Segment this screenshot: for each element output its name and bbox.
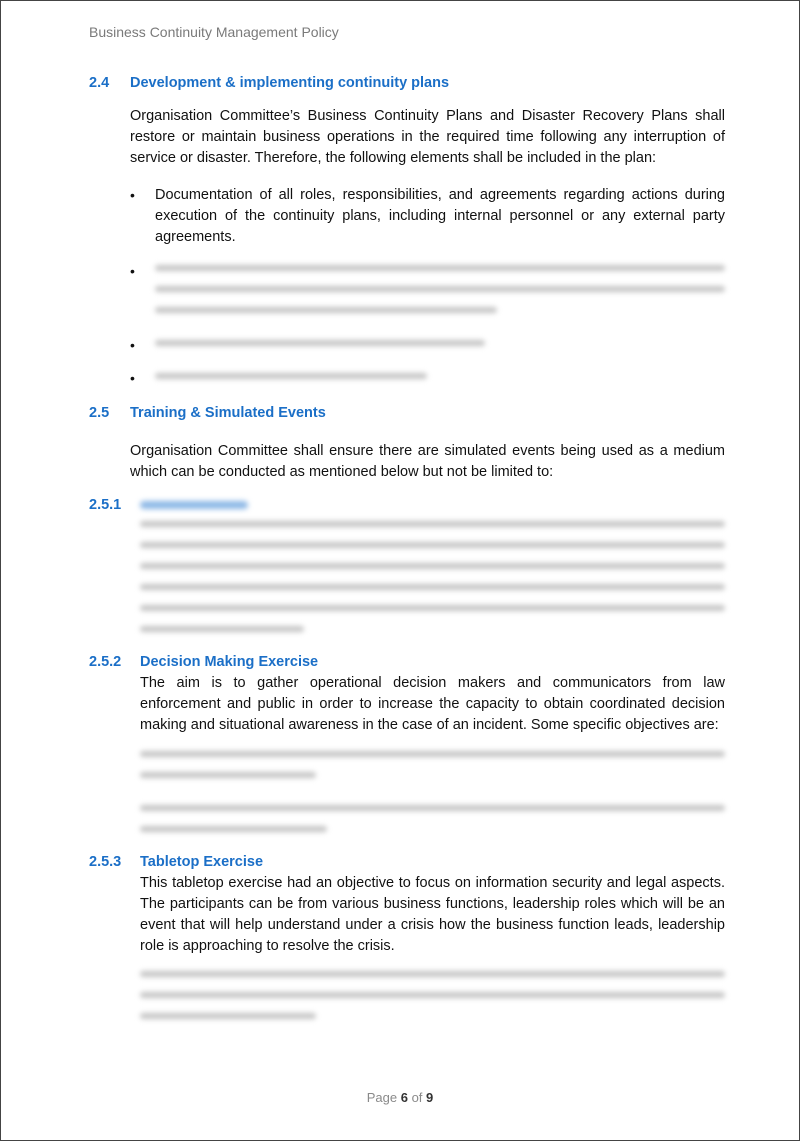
bullet-marker: • [130, 337, 135, 353]
section-2-5-2-body: The aim is to gather operational decision makers and communicators from law enforcement and public in order to increase the capacity to obtain coordinated decision making and situational awareness in the case of an incident. Some specific objectives are: [140, 675, 725, 733]
section-number: 2.5 [89, 405, 110, 421]
section-number: 2.5.1 [89, 497, 122, 513]
bullet-marker: • [130, 370, 135, 386]
current-page: 6 [400, 1090, 408, 1105]
page-label: Page [366, 1090, 398, 1105]
redacted-bullet-text [155, 373, 427, 394]
section-number: 2.5.3 [89, 854, 122, 870]
redacted-section-title [140, 501, 248, 509]
redacted-paragraph [140, 751, 725, 793]
section-title: Training & Simulated Events [130, 405, 326, 421]
section-title: Decision Making Exercise [140, 654, 319, 670]
page-number [1, 1090, 799, 1105]
bullet-marker: • [130, 263, 135, 279]
section-title: Development & implementing continuity plans [130, 75, 450, 91]
redacted-paragraph [140, 971, 725, 1034]
total-pages: 9 [426, 1090, 434, 1105]
section-2-5-3-body: This tabletop exercise had an objective to focus on information security and legal aspects. The participants can be from various business functions, leadership roles which will be an event that will help understand under a crisis how the business function leads, leadership role is approaching to resolve the crisis. [140, 875, 725, 954]
bullet-marker: • [130, 187, 135, 203]
redacted-paragraph [140, 805, 725, 847]
section-number: 2.5.2 [89, 654, 122, 670]
section-number: 2.4 [89, 75, 110, 91]
section-2-4-intro: Organisation Committee’s Business Continuity Plans and Disaster Recovery Plans shall restore or maintain business operations in the required time following any interruption of service or disaster. Therefore, the following elements shall be included in the plan: [130, 108, 725, 166]
redacted-paragraph [140, 521, 725, 647]
bullet-item: Documentation of all roles, responsibilities, and agreements regarding actions during execution of the continuity plans, including internal personnel or any external party agreements. [155, 187, 725, 245]
section-title: Tabletop Exercise [140, 854, 264, 870]
page-of: of [411, 1090, 423, 1105]
redacted-bullet-text [155, 340, 485, 361]
section-2-5-intro: Organisation Committee shall ensure there are simulated events being used as a medium which can be conducted as mentioned below but not be limited to: [130, 443, 725, 480]
redacted-bullet-text [155, 265, 725, 328]
document-header: Business Continuity Management Policy [89, 24, 339, 40]
